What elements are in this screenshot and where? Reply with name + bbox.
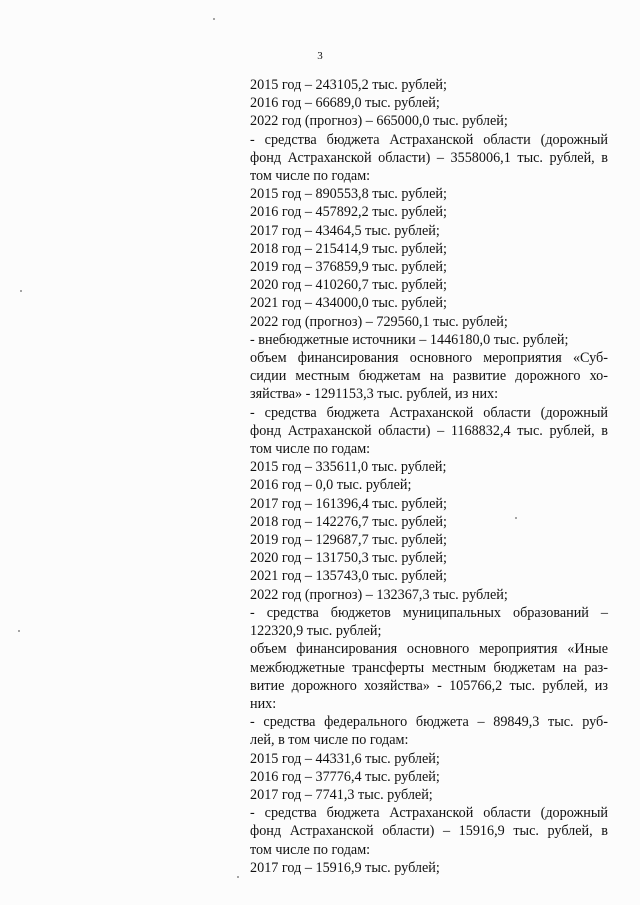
text-line: 2016 год – 66689,0 тыс. рублей; (250, 95, 440, 112)
text-line: 2016 год – 37776,4 тыс. рублей; (250, 768, 440, 785)
text-line: - средства бюджета Астраханской области (дорожный (250, 404, 608, 421)
text-line: 2016 год – 457892,2 тыс. рублей; (250, 204, 447, 221)
text-line: - средства бюджета Астраханской области (дорожный (250, 805, 608, 822)
text-line: фонд Астраханской области) – 3558006,1 тыс. рублей, в (250, 149, 608, 166)
scan-speck (515, 517, 517, 519)
text-line: 2018 год – 215414,9 тыс. рублей; (250, 240, 447, 257)
text-line: фонд Астраханской области) – 15916,9 тыс. рублей, в (250, 823, 608, 840)
text-line: 2019 год – 129687,7 тыс. рублей; (250, 532, 447, 549)
text-line: витие дорожного хозяйства» - 105766,2 тыс. рублей, из (250, 677, 608, 694)
text-line: 2022 год (прогноз) – 665000,0 тыс. рублей; (250, 113, 508, 130)
text-line: фонд Астраханской области) – 1168832,4 тыс. рублей, в (250, 422, 608, 439)
scan-speck (237, 876, 239, 878)
scan-speck (213, 18, 215, 20)
text-line: том числе по годам: (250, 841, 371, 858)
text-line: 2019 год – 376859,9 тыс. рублей; (250, 259, 447, 276)
text-line: том числе по годам: (250, 441, 371, 458)
text-line: 122320,9 тыс. рублей; (250, 623, 382, 640)
text-line: объем финансирования основного мероприятия «Иные (250, 641, 608, 658)
text-line: - средства федерального бюджета – 89849,3 тыс. руб- (250, 714, 608, 731)
text-line: сидии местным бюджетам на развитие дорожного хо- (250, 368, 608, 385)
text-line: - средства бюджета Астраханской области (дорожный (250, 131, 608, 148)
text-line: них: (250, 695, 277, 712)
text-line: 2021 год – 434000,0 тыс. рублей; (250, 295, 447, 312)
scan-speck (18, 630, 20, 632)
page-number: 3 (317, 50, 323, 62)
text-line: 2015 год – 243105,2 тыс. рублей; (250, 77, 447, 93)
text-line: 2016 год – 0,0 тыс. рублей; (250, 477, 412, 494)
text-line: 2020 год – 410260,7 тыс. рублей; (250, 277, 447, 294)
text-line: 2021 год – 135743,0 тыс. рублей; (250, 568, 447, 585)
text-line: 2015 год – 335611,0 тыс. рублей; (250, 459, 447, 476)
text-line: - внебюджетные источники – 1446180,0 тыс. рублей; (250, 331, 569, 348)
text-line: 2017 год – 7741,3 тыс. рублей; (250, 786, 433, 803)
text-line: объем финансирования основного мероприятия «Суб- (250, 350, 608, 367)
text-line: 2017 год – 161396,4 тыс. рублей; (250, 495, 447, 512)
text-line: 2022 год (прогноз) – 729560,1 тыс. рублей; (250, 313, 508, 330)
text-line: межбюджетные трансферты местным бюджетам на раз- (250, 659, 608, 676)
text-line: том числе по годам: (250, 168, 371, 185)
text-line: 2020 год – 131750,3 тыс. рублей; (250, 550, 447, 567)
text-line: 2022 год (прогноз) – 132367,3 тыс. рублей; (250, 586, 508, 603)
text-line: - средства бюджетов муниципальных образований – (250, 604, 608, 621)
text-line: 2017 год – 43464,5 тыс. рублей; (250, 222, 440, 239)
text-line: 2018 год – 142276,7 тыс. рублей; (250, 513, 447, 530)
text-line: 2015 год – 44331,6 тыс. рублей; (250, 750, 440, 767)
text-line: 2017 год – 15916,9 тыс. рублей; (250, 859, 440, 876)
text-line: зяйства» - 1291153,3 тыс. рублей, из них: (250, 386, 499, 403)
document-body (250, 76, 608, 877)
text-line: 2015 год – 890553,8 тыс. рублей; (250, 186, 447, 203)
text-line: лей, в том числе по годам: (250, 732, 409, 749)
scan-speck (20, 290, 22, 292)
